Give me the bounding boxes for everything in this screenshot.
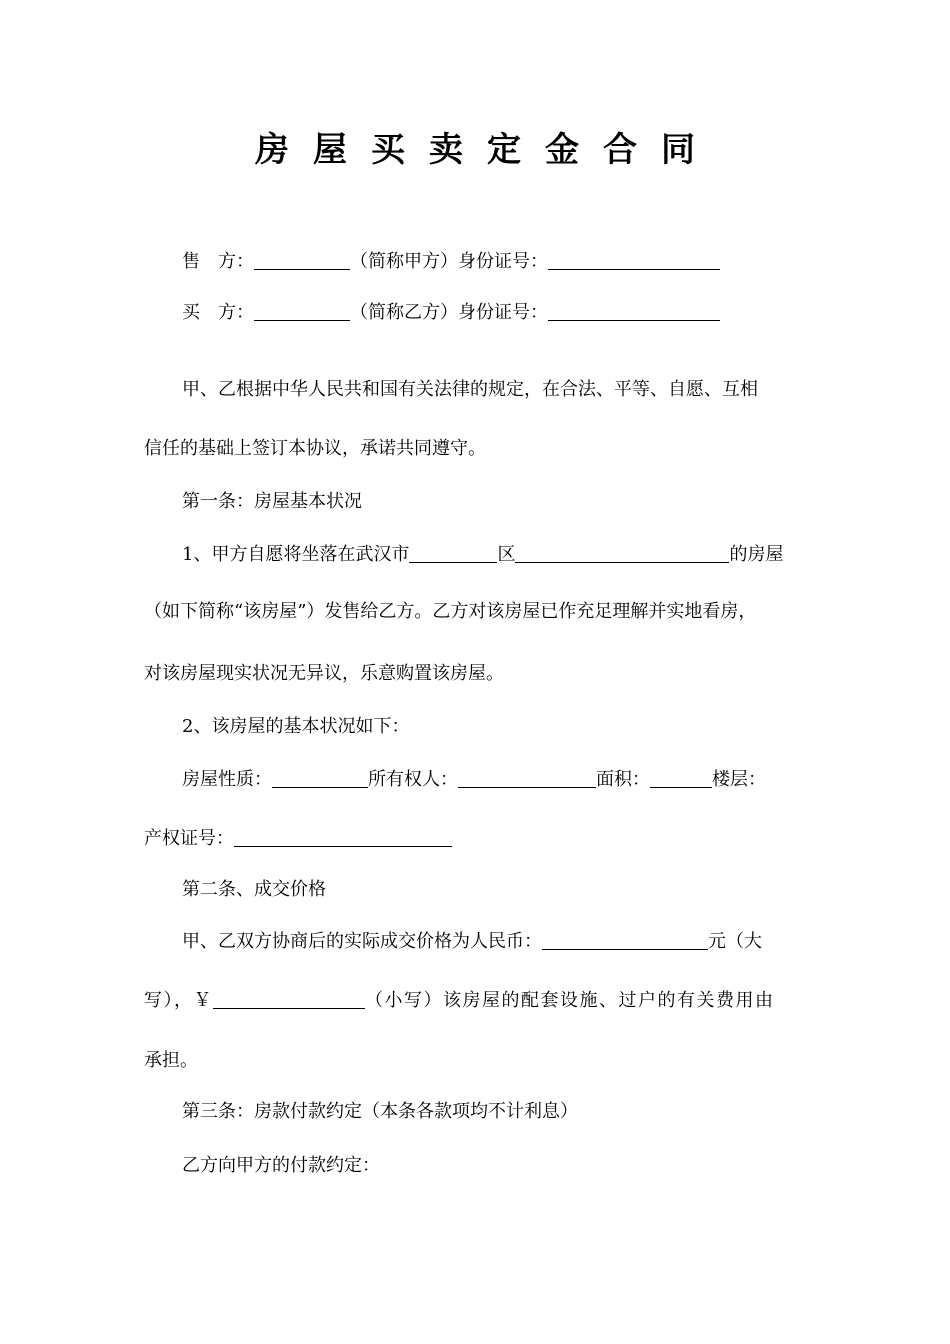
- cert-line: [144, 824, 814, 854]
- address-blank[interactable]: [515, 542, 729, 563]
- area-blank[interactable]: [650, 767, 712, 788]
- price-lower-blank[interactable]: [213, 988, 365, 1009]
- price-line-1: [182, 927, 852, 957]
- document-title: 房屋买卖定金合同: [255, 130, 719, 170]
- article2-heading: 第二条、成交价格: [182, 879, 326, 900]
- seller-id-blank[interactable]: [548, 249, 720, 270]
- price-text-c: 写），￥: [144, 990, 213, 1011]
- buyer-short-label: （简称乙方）身份证号：: [350, 302, 548, 323]
- item1-text-a: 1、甲方自愿将坐落在武汉市: [182, 544, 410, 565]
- article1-item1-line1: [182, 540, 852, 570]
- price-text-a: 甲、乙双方协商后的实际成交价格为人民币：: [182, 931, 542, 952]
- price-text-b: 元（大: [708, 931, 762, 952]
- nature-blank[interactable]: [272, 767, 368, 788]
- seller-label: 售 方：: [182, 251, 254, 272]
- buyer-name-blank[interactable]: [254, 300, 350, 321]
- buyer-label: 买 方：: [182, 302, 254, 323]
- article3-heading: 第三条：房款付款约定（本条各款项均不计利息）: [182, 1101, 578, 1122]
- article3-line-1: 乙方向甲方的付款约定：: [182, 1155, 380, 1176]
- price-line-3: 承担。: [144, 1050, 198, 1071]
- house-details-line: [182, 765, 852, 795]
- area-label: 面积：: [596, 769, 650, 790]
- article1-heading: 第一条：房屋基本状况: [182, 491, 362, 512]
- article1-item1-line3: 对该房屋现实状况无异议，乐意购置该房屋。: [144, 663, 504, 684]
- district-blank[interactable]: [409, 542, 497, 563]
- price-text-d: （小写）该房屋的配套设施、过户的有关费用由: [365, 990, 775, 1011]
- article1-item2: 2、该房屋的基本状况如下：: [182, 716, 410, 737]
- buyer-line: [182, 298, 852, 328]
- owner-blank[interactable]: [458, 767, 596, 788]
- intro-line-1: 甲、乙根据中华人民共和国有关法律的规定，在合法、平等、自愿、互相: [182, 379, 758, 400]
- seller-name-blank[interactable]: [254, 249, 350, 270]
- cert-label: 产权证号：: [144, 828, 234, 849]
- nature-label: 房屋性质：: [182, 769, 272, 790]
- price-line-2: [144, 986, 814, 1016]
- price-upper-blank[interactable]: [542, 929, 708, 950]
- article1-item1-line2: （如下简称“该房屋”）发售给乙方。乙方对该房屋已作充足理解并实地看房，: [144, 601, 757, 622]
- intro-line-2: 信任的基础上签订本协议，承诺共同遵守。: [144, 438, 486, 459]
- seller-short-label: （简称甲方）身份证号：: [350, 251, 548, 272]
- cert-blank[interactable]: [234, 826, 452, 847]
- seller-line: [182, 247, 852, 277]
- item1-text-c: 的房屋: [729, 544, 784, 565]
- item1-text-b: 区: [497, 544, 516, 565]
- floor-label: 楼层：: [712, 769, 766, 790]
- owner-label: 所有权人：: [368, 769, 458, 790]
- buyer-id-blank[interactable]: [548, 300, 720, 321]
